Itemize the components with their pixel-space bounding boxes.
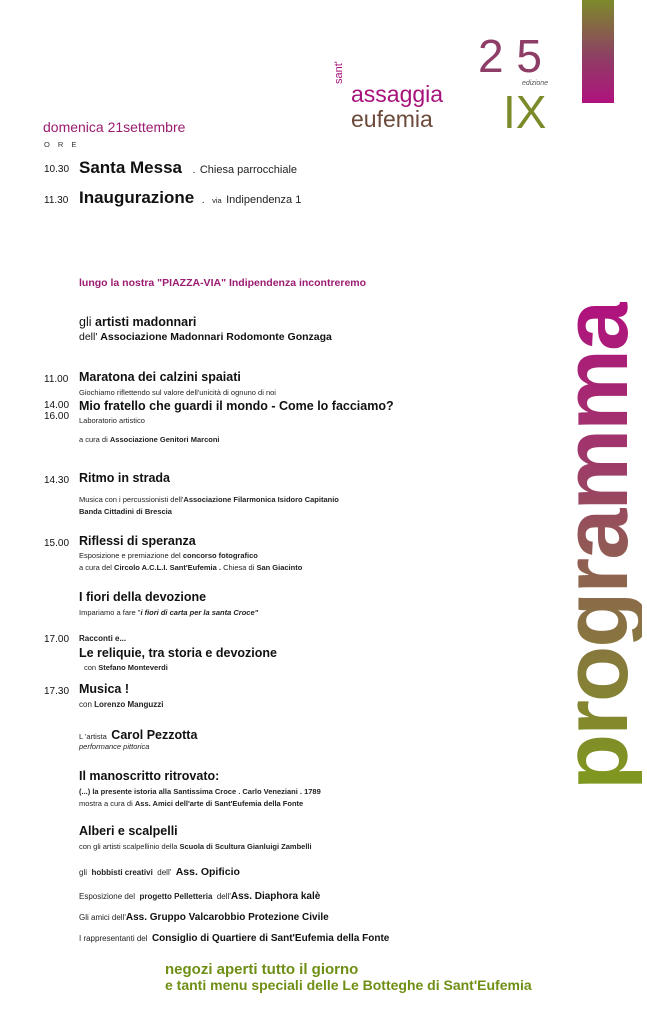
event-organizer — [79, 435, 219, 444]
text-bold: Stefano Monteverdi — [98, 663, 168, 672]
text: a cura del — [79, 563, 112, 572]
text-bold: Associazione Filarmonica Isidoro Capitanio — [183, 495, 339, 504]
text: dell' — [216, 892, 231, 901]
event-santa-messa — [79, 158, 297, 178]
event-place: Indipendenza 1 — [226, 194, 302, 206]
event-organizer — [79, 799, 303, 808]
text-bold: San Giacinto — [256, 563, 303, 572]
event-subtitle — [79, 842, 312, 851]
event-title: Mio fratello che guardi il mondo - Come lo facciamo? — [79, 399, 394, 413]
logo-assaggia: assaggia — [351, 81, 444, 107]
edition-year-digits: 2 5 — [478, 30, 542, 82]
text-bold: Ass. Opificio — [175, 866, 240, 878]
event-organizer — [79, 563, 302, 572]
day-date: domenica 21settembre — [43, 119, 186, 135]
text: dell' — [79, 331, 98, 343]
event-subtitle: performance pittorica — [79, 742, 150, 751]
hours-label: O R E — [44, 140, 80, 149]
event-time: 14.30 — [44, 475, 70, 486]
text: L 'artista — [79, 732, 107, 741]
text: Esposizione del — [79, 892, 136, 901]
event-title: Riflessi di speranza — [79, 534, 196, 548]
event-title: Maratona dei calzini spaiati — [79, 370, 241, 384]
text: Gli amici dell' — [79, 913, 126, 922]
footer-line1: negozi aperti tutto il giorno — [165, 961, 359, 978]
programma-vertical-title: programma — [545, 301, 647, 790]
text: con — [84, 663, 97, 672]
event-place-prefix: via — [212, 196, 222, 205]
text: I rappresentanti del — [79, 934, 148, 943]
event-time: 17.00 — [44, 634, 70, 645]
event-subtitle: Laboratorio artistico — [79, 416, 145, 425]
event-title: Le reliquie, tra storia e devozione — [79, 646, 277, 660]
event-prefix: Racconti e... — [79, 634, 127, 643]
event-title: Ritmo in strada — [79, 471, 170, 485]
madonnari-line1 — [79, 315, 196, 329]
text: con gli artisti scalpellinio della — [79, 842, 178, 851]
text: dell' — [157, 868, 172, 877]
text-bold: Ass. Amici dell'arte di Sant'Eufemia della Fonte — [134, 799, 304, 808]
text-bold: Carol Pezzotta — [111, 728, 198, 742]
text: Impariamo a fare " — [79, 608, 141, 617]
footer-line2: e tanti menu speciali delle Le Botteghe di Sant'Eufemia — [165, 977, 532, 993]
event-subtitle — [79, 551, 258, 560]
event-subtitle — [79, 700, 163, 709]
text: gli — [79, 868, 88, 877]
event-place: Chiesa parrocchiale — [199, 164, 298, 176]
separator: . — [192, 164, 196, 176]
text: con — [79, 700, 92, 709]
event-subtitle — [79, 608, 258, 617]
intro-line: lungo la nostra "PIAZZA-VIA" Indipendenza incontreremo — [79, 277, 367, 289]
edition-label: edizione — [522, 80, 549, 87]
text-bold: Consiglio di Quartiere di Sant'Eufemia della Fonte — [151, 933, 390, 944]
text-bold: Associazione Genitori Marconi — [109, 435, 220, 444]
event-subtitle: Banda Cittadini di Brescia — [79, 507, 172, 516]
event-time: 11.30 — [44, 195, 69, 206]
event-subtitle — [79, 495, 339, 504]
text: Musica con i percussionisti dell' — [79, 495, 184, 504]
event-title: Alberi e scalpelli — [79, 824, 178, 838]
event-subtitle — [84, 663, 168, 672]
event-inaugurazione — [79, 188, 301, 208]
logo-eufemia: eufemia — [351, 106, 433, 132]
text-bold: i fiori di carta per la santa Croce" — [140, 608, 259, 617]
text-bold: Circolo A.C.L.I. Sant'Eufemia . — [114, 563, 221, 572]
event-subtitle: (...) la presente istoria alla Santissima Croce . Carlo Veneziani . 1789 — [79, 787, 321, 796]
participant-line — [79, 886, 320, 904]
event-time: 14.00 — [44, 400, 70, 411]
event-title: I fiori della devozione — [79, 590, 207, 604]
text: gli — [79, 315, 92, 329]
text: mostra a cura di — [79, 799, 133, 808]
event-title: Musica ! — [79, 682, 130, 696]
text-bold: Lorenzo Manguzzi — [94, 700, 164, 709]
participant-line — [79, 907, 329, 925]
text: Chiesa di — [223, 563, 255, 572]
event-title: Il manoscritto ritrovato: — [79, 769, 220, 783]
edition-roman: IX — [503, 86, 547, 138]
text-bold: progetto Pelletteria — [139, 892, 213, 901]
separator: . — [201, 194, 205, 206]
event-time: 11.00 — [44, 374, 69, 385]
text-bold: Ass. Gruppo Valcarobbio Protezione Civile — [125, 912, 329, 923]
text-bold: hobbisti creativi — [91, 868, 153, 877]
event-time: 17.30 — [44, 686, 70, 697]
event-time: 15.00 — [44, 538, 70, 549]
text: Esposizione e premiazione del — [79, 551, 181, 560]
participant-line — [79, 862, 240, 880]
text: a cura di — [79, 435, 108, 444]
text-bold: concorso fotografico — [182, 551, 258, 560]
event-title: Santa Messa — [79, 158, 182, 177]
event-subtitle: Giochiamo riflettendo sul valore dell'unicità di ognuno di noi — [79, 388, 276, 397]
text-bold: Ass. Diaphora kalè — [230, 891, 321, 902]
event-time: 10.30 — [44, 164, 70, 175]
event-time: 16.00 — [44, 411, 70, 422]
participant-line — [79, 928, 389, 946]
text-bold: artisti madonnari — [95, 315, 197, 329]
text-bold: Associazione Madonnari Rodomonte Gonzaga — [100, 331, 332, 343]
madonnari-line2 — [79, 331, 332, 343]
logo-sant: sant' — [333, 61, 345, 84]
text-bold: Scuola di Scultura Gianluigi Zambelli — [179, 842, 312, 851]
header-gradient-bar — [582, 0, 614, 103]
event-title: Inaugurazione — [79, 188, 195, 207]
